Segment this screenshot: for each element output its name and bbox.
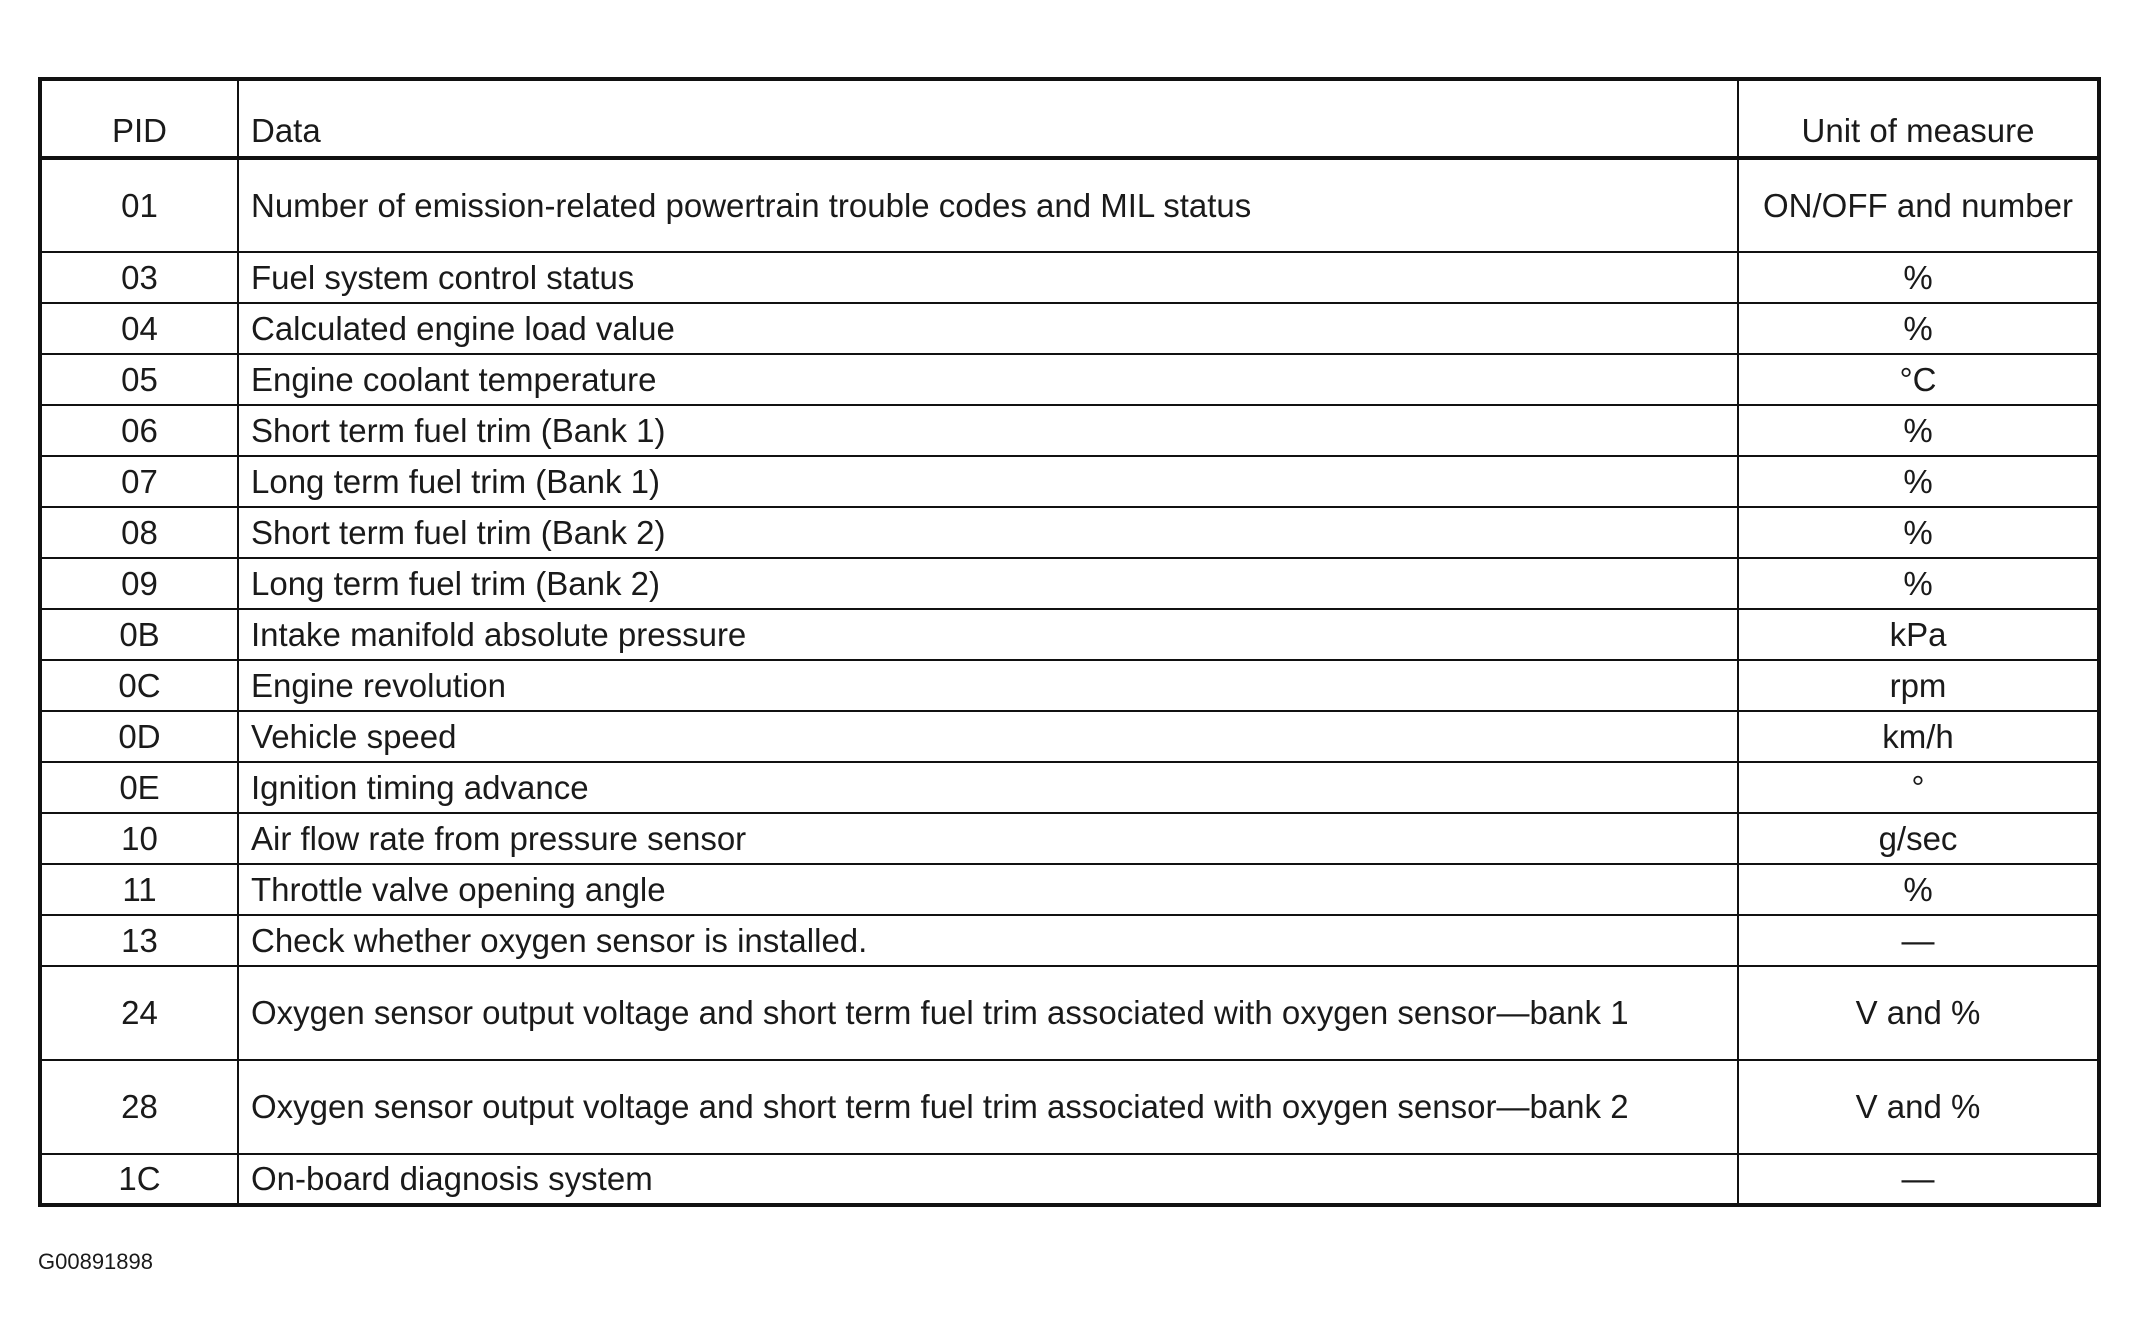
table-row (40, 762, 2099, 813)
table-row (40, 966, 2099, 1060)
table-row (40, 813, 2099, 864)
row-data: Air flow rate from pressure sensor (238, 813, 1738, 864)
row-data: Oxygen sensor output voltage and short term fuel trim associated with oxygen sensor—bank 2 (238, 1060, 1738, 1154)
table-row (40, 864, 2099, 915)
row-unit: V and % (1738, 1060, 2099, 1154)
header-unit: Unit of measure (1738, 79, 2099, 158)
row-unit: % (1738, 864, 2099, 915)
row-pid: 28 (40, 1060, 238, 1154)
row-data: Short term fuel trim (Bank 1) (238, 405, 1738, 456)
row-data: Check whether oxygen sensor is installed. (238, 915, 1738, 966)
table-row (40, 303, 2099, 354)
row-data: Engine revolution (238, 660, 1738, 711)
row-data: Number of emission-related powertrain trouble codes and MIL status (238, 158, 1738, 252)
table-body (40, 158, 2099, 1205)
table-row (40, 1060, 2099, 1154)
row-data: Engine coolant temperature (238, 354, 1738, 405)
row-data: Fuel system control status (238, 252, 1738, 303)
row-unit: — (1738, 1154, 2099, 1205)
row-unit: % (1738, 456, 2099, 507)
header-pid: PID (40, 79, 238, 158)
row-pid: 24 (40, 966, 238, 1060)
row-data: Long term fuel trim (Bank 1) (238, 456, 1738, 507)
row-data: Throttle valve opening angle (238, 864, 1738, 915)
row-data: Short term fuel trim (Bank 2) (238, 507, 1738, 558)
row-pid: 05 (40, 354, 238, 405)
row-pid: 0D (40, 711, 238, 762)
table-row (40, 558, 2099, 609)
row-unit: °C (1738, 354, 2099, 405)
row-pid: 0C (40, 660, 238, 711)
row-unit: % (1738, 507, 2099, 558)
table-row (40, 354, 2099, 405)
table-row (40, 158, 2099, 252)
row-unit: % (1738, 252, 2099, 303)
row-data: On-board diagnosis system (238, 1154, 1738, 1205)
row-unit: ON/OFF and number (1738, 158, 2099, 252)
figure-id: G00891898 (38, 1249, 153, 1274)
row-unit: ° (1738, 762, 2099, 813)
row-pid: 13 (40, 915, 238, 966)
table-row (40, 405, 2099, 456)
table-row (40, 609, 2099, 660)
table-row (40, 252, 2099, 303)
row-pid: 11 (40, 864, 238, 915)
header-row (40, 79, 2099, 158)
row-pid: 03 (40, 252, 238, 303)
pid-table (38, 77, 2101, 1207)
row-pid: 0E (40, 762, 238, 813)
row-pid: 1C (40, 1154, 238, 1205)
row-data: Ignition timing advance (238, 762, 1738, 813)
row-pid: 01 (40, 158, 238, 252)
row-pid: 09 (40, 558, 238, 609)
row-data: Oxygen sensor output voltage and short term fuel trim associated with oxygen sensor—bank 1 (238, 966, 1738, 1060)
row-unit: V and % (1738, 966, 2099, 1060)
row-unit: rpm (1738, 660, 2099, 711)
row-data: Intake manifold absolute pressure (238, 609, 1738, 660)
table-row (40, 456, 2099, 507)
table-row (40, 915, 2099, 966)
row-pid: 08 (40, 507, 238, 558)
table-row (40, 1154, 2099, 1205)
row-pid: 04 (40, 303, 238, 354)
row-unit: % (1738, 558, 2099, 609)
row-unit: g/sec (1738, 813, 2099, 864)
row-pid: 06 (40, 405, 238, 456)
row-unit: km/h (1738, 711, 2099, 762)
row-unit: — (1738, 915, 2099, 966)
row-pid: 10 (40, 813, 238, 864)
header-data: Data (238, 79, 1738, 158)
row-unit: % (1738, 303, 2099, 354)
row-unit: % (1738, 405, 2099, 456)
table-header (40, 79, 2099, 158)
table-row (40, 507, 2099, 558)
table-row (40, 660, 2099, 711)
row-data: Calculated engine load value (238, 303, 1738, 354)
row-unit: kPa (1738, 609, 2099, 660)
row-data: Vehicle speed (238, 711, 1738, 762)
row-pid: 07 (40, 456, 238, 507)
row-data: Long term fuel trim (Bank 2) (238, 558, 1738, 609)
row-pid: 0B (40, 609, 238, 660)
table-row (40, 711, 2099, 762)
